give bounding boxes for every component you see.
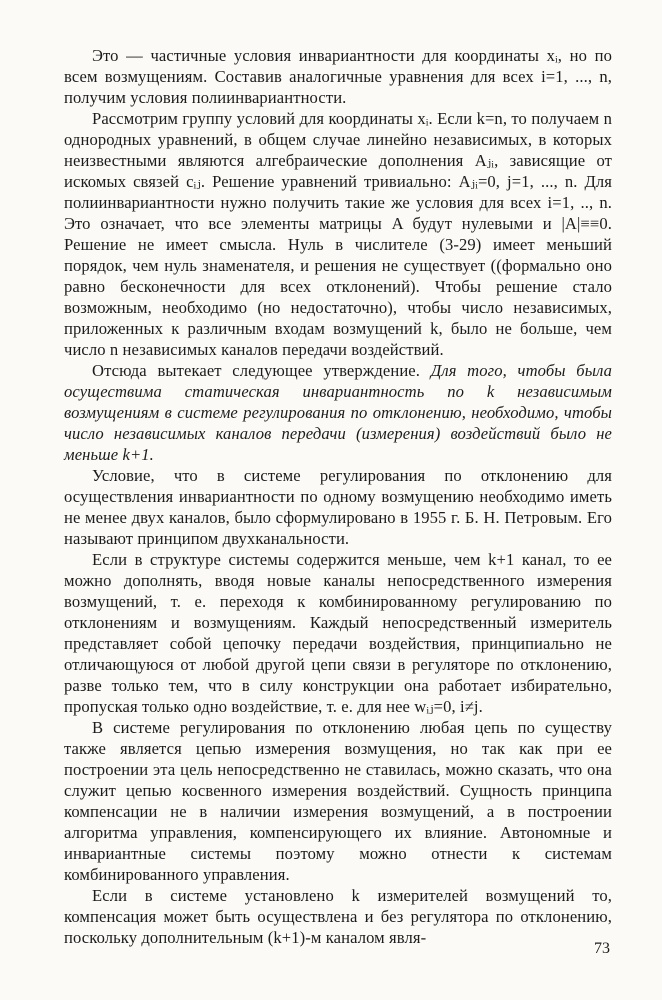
paragraph-indirect-measurement: В системе регулирования по отклонению любая цепь по существу также является цепью измерения возмущения, но так как при ее построении эта цель непосредственно не ставилась, можно сказать, что она служит цепью косвенного измерения воздействий. Сущность принципа компенсации не в наличии измерения возмущений, а в построении алгоритма управления, компенсирующего их влияние. Автономные и инвариантные системы поэтому можно отнести к системам комбинированного управления.	[64, 718, 612, 884]
paragraph-two-channel-principle: Условие, что в системе регулирования по отклонению для осуществления инвариантности по одному возмущению необходимо иметь не менее двух каналов, было сформулировано в 1955 г. Б. Н. Петровым. Его называют принципом двухканальности.	[64, 466, 612, 548]
paragraph-condition-group: Рассмотрим группу условий для координаты xᵢ. Если k=n, то получаем n однородных уравнений, в общем случае линейно независимых, в которых неизвестными являются алгебраические дополнения Aⱼᵢ, зависящие от искомых связей cᵢⱼ. Решение уравнений тривиально: Aⱼᵢ=0, j=1, ..., n. Для полиинвариантности нужно получить такие же условия для всех i=1, .., n. Это означает, что все элементы матрицы A будут нулевыми и |A|≡≡0. Решение не имеет смысла. Нуль в числителе (3-29) имеет меньший порядок, чем нуль знаменателя, и решения не существует ((формально оно равно бесконечности для всех отклонений). Чтобы решение стало возможным, необходимо (но недостаточно), чтобы число независимых, приложенных к различным входам возмущений k, было не больше, чем число n независимых каналов передачи воздействий.	[64, 109, 612, 359]
page-number: 73	[594, 940, 610, 957]
statement-intro: Отсюда вытекает следующее утверждение.	[92, 361, 421, 380]
paragraph-compensation: Если в системе установлено k измерителей возмущений то, компенсация может быть осуществлена и без регулятора по отклонению, поскольку дополнительным (k+1)-м каналом явля-	[64, 886, 612, 947]
paragraph-direct-measurement: Если в структуре системы содержится меньше, чем k+1 канал, то ее можно дополнять, вводя новые каналы непосредственного измерения возмущений, т. е. переходя к комбинированному регулированию по отклонениям и возмущениям. Каждый непосредственный измеритель представляет собой цепочку передачи воздействия, принципиально не отличающуюся от любой другой цепи связи в регуляторе по отклонению, разве только тем, что в силу конструкции она работает избирательно, пропуская только одно воздействие, т. е. для нее wᵢⱼ=0, i≠j.	[64, 550, 612, 716]
paragraph-statement	[64, 360, 612, 465]
text-column	[64, 45, 612, 948]
paragraph-partial-invariance: Это — частичные условия инвариантности для координаты xᵢ, но по всем возмущениям. Составив аналогичные уравнения для всех i=1, ..., n, получим условия полиинвариантности.	[64, 46, 612, 107]
statement-italic: Для того, чтобы была осуществима статическая инвариантность по k независимым возмущениям в системе регулирования по отклонению, необходимо, чтобы число независимых каналов передачи (измерения) воздействий было не меньше k+1.	[64, 361, 613, 464]
